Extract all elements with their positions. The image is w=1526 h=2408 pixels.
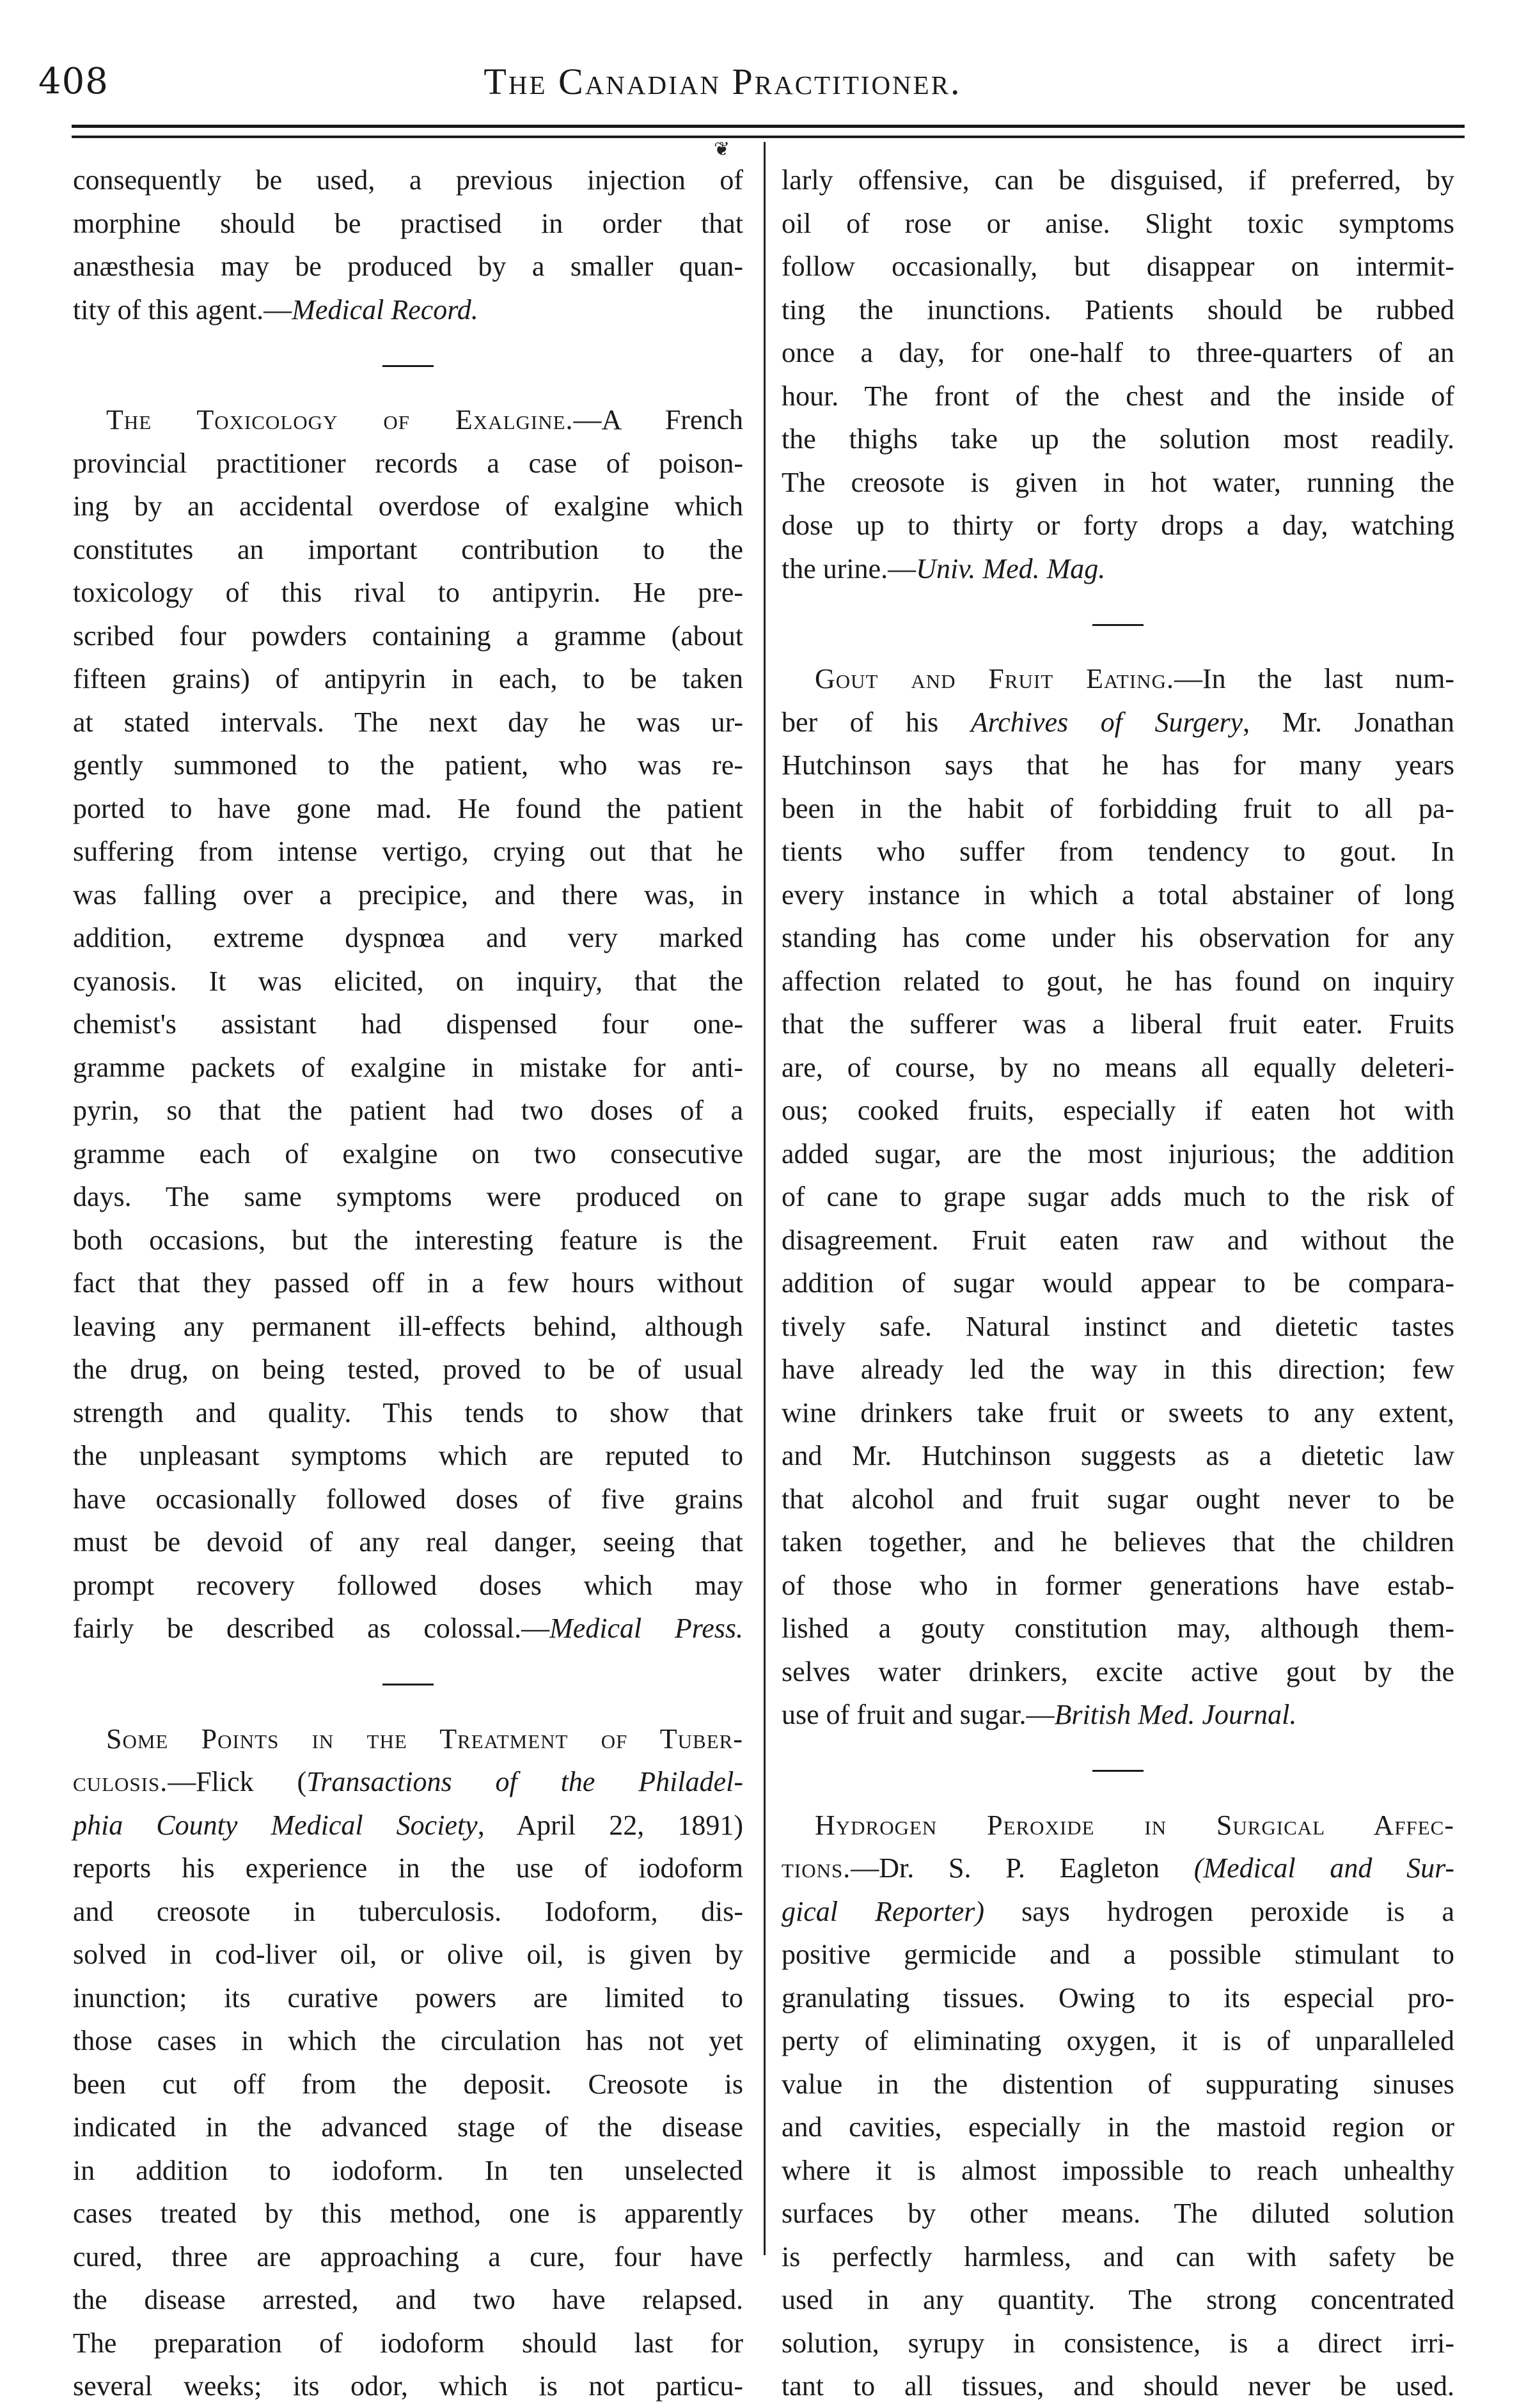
text-line: was falling over a precipice, and there was, in (73, 879, 743, 911)
text-line: every instance in which a total abstainer of long (782, 879, 1454, 911)
text-line: leaving any permanent ill-effects behind, although (73, 1310, 743, 1342)
text-line: selves water drinkers, excite active gout by the (782, 1655, 1454, 1687)
text-line: gently summoned to the patient, who was re- (73, 749, 743, 781)
article-title-cont: culosis. (73, 1766, 168, 1797)
text-line (782, 1847, 1454, 1890)
article-title: Some Points in the Treatment of Tuber- (106, 1723, 743, 1755)
text-line: Hutchinson says that he has for many years (782, 749, 1454, 781)
text-line: ing by an accidental overdose of exalgine which (73, 490, 743, 522)
left-continuation (73, 159, 743, 331)
text-span: —In the last num- (1174, 663, 1454, 694)
text-line: at stated intervals. The next day he was ur- (73, 706, 743, 738)
text-line (782, 547, 1454, 591)
article-peroxide (782, 1804, 1454, 2408)
text-line: anæsthesia may be produced by a smaller quan- (73, 251, 743, 282)
text-line: disagreement. Fruit eaten raw and without the (782, 1224, 1454, 1256)
source-citation: phia County Medical Society (73, 1809, 478, 1841)
article-title-cont: tions. (782, 1852, 851, 1884)
text-line: the thighs take up the solution most readily. (782, 423, 1454, 455)
text-line: been in the habit of forbidding fruit to all pa- (782, 792, 1454, 824)
text-line (782, 1693, 1454, 1737)
text-line: ported to have gone mad. He found the patient (73, 792, 743, 824)
text-line: follow occasionally, but disappear on intermit- (782, 251, 1454, 282)
text-span: , Mr. Jonathan (1243, 706, 1455, 738)
article-gout (782, 657, 1454, 1737)
text-line: gramme packets of exalgine in mistake for anti- (73, 1051, 743, 1083)
text-line (782, 701, 1454, 744)
text-line (73, 398, 743, 442)
source-citation: Archives of Surgery (970, 706, 1243, 738)
text-span: —A French (573, 404, 743, 435)
text-line: larly offensive, can be disguised, if preferred, by (782, 164, 1454, 196)
text-line: have occasionally followed doses of five grains (73, 1483, 743, 1515)
text-line: must be devoid of any real danger, seeing that (73, 1526, 743, 1558)
text-line: once a day, for one-half to three-quarters of an (782, 337, 1454, 368)
text-line (73, 1717, 743, 1761)
text-line: and Mr. Hutchinson suggests as a dietetic law (782, 1440, 1454, 1471)
text-span: —Dr. S. P. Eagleton (851, 1852, 1194, 1884)
source-citation: Medical Press. (549, 1613, 743, 1644)
text-line: standing has come under his observation for any (782, 922, 1454, 953)
text-line: addition, extreme dyspnœa and very marked (73, 922, 743, 953)
source-citation: Univ. Med. Mag. (916, 552, 1106, 584)
text-line: suffering from intense vertigo, crying out that he (73, 836, 743, 867)
text-span: —Flick ( (168, 1766, 307, 1797)
right-continuation (782, 159, 1454, 590)
text-line: gramme each of exalgine on two consecutive (73, 1138, 743, 1169)
text-line: ous; cooked fruits, especially if eaten hot with (782, 1095, 1454, 1126)
page-number: 408 (38, 61, 109, 102)
text-line: toxicology of this rival to antipyrin. He pre- (73, 577, 743, 608)
source-citation: British Med. Journal. (1054, 1699, 1297, 1730)
text-line: where it is almost impossible to reach unhealthy (782, 2154, 1454, 2186)
text-line: fact that they passed off in a few hours without (73, 1267, 743, 1299)
text-line: the disease arrested, and two have relapsed. (73, 2284, 743, 2315)
text-line: granulating tissues. Owing to its especial pro- (782, 1982, 1454, 2013)
text-line (73, 288, 743, 332)
text-line: chemist's assistant had dispensed four one- (73, 1008, 743, 1040)
source-citation: Medical Record. (292, 293, 478, 325)
text-line: tant to all tissues, and should never be used. (782, 2370, 1454, 2402)
text-line: tively safe. Natural instinct and dietetic tastes (782, 1310, 1454, 1342)
text-line: and creosote in tuberculosis. Iodoform, dis- (73, 1895, 743, 1927)
text-line: is perfectly harmless, and can with safety be (782, 2240, 1454, 2272)
text-line: the unpleasant symptoms which are reputed to (73, 1440, 743, 1471)
text-span: ber of his (782, 706, 971, 738)
text-line: added sugar, are the most injurious; the addition (782, 1138, 1454, 1169)
text-line: affection related to gout, he has found on inquiry (782, 965, 1454, 997)
text-line (73, 1804, 743, 1847)
text-span: use of fruit and sugar.— (782, 1699, 1055, 1730)
article-title: Gout and Fruit Eating. (815, 663, 1174, 694)
text-line: been cut off from the deposit. Creosote is (73, 2068, 743, 2100)
article-tuberculosis (73, 1717, 743, 2408)
article-title: Hydrogen Peroxide in Surgical Affec- (815, 1809, 1454, 1841)
text-line (73, 1760, 743, 1804)
article-title: The Toxicology of Exalgine. (106, 404, 574, 435)
text-line: days. The same symptoms were produced on (73, 1181, 743, 1212)
text-line: hour. The front of the chest and the inside of (782, 380, 1454, 412)
text-span: , April 22, 1891) (477, 1809, 743, 1841)
section-separator (782, 1737, 1454, 1804)
text-line: lished a gouty constitution may, although them- (782, 1613, 1454, 1644)
text-line: cured, three are approaching a cure, four have (73, 2240, 743, 2272)
text-line: used in any quantity. The strong concentrated (782, 2284, 1454, 2315)
text-line: fifteen grains) of antipyrin in each, to be taken (73, 663, 743, 694)
text-line: both occasions, but the interesting feature is the (73, 1224, 743, 1256)
source-citation: (Medical and Sur- (1193, 1852, 1454, 1884)
text-line: and cavities, especially in the mastoid region or (782, 2111, 1454, 2143)
text-span: says hydrogen peroxide is a (984, 1895, 1454, 1927)
text-line (73, 1607, 743, 1650)
column-divider (764, 142, 766, 2255)
text-line: cases treated by this method, one is apparently (73, 2198, 743, 2229)
text-line: that the sufferer was a liberal fruit eater. Fruits (782, 1008, 1454, 1040)
page-header (38, 56, 1488, 114)
left-column (73, 159, 743, 2408)
header-rule-top (72, 125, 1465, 128)
text-line: the drug, on being tested, proved to be of usual (73, 1354, 743, 1385)
text-line: The preparation of iodoform should last for (73, 2327, 743, 2359)
text-line: several weeks; its odor, which is not particu- (73, 2370, 743, 2402)
text-line: dose up to thirty or forty drops a day, watching (782, 510, 1454, 541)
text-line (782, 657, 1454, 701)
text-line: ting the inunctions. Patients should be rubbed (782, 293, 1454, 325)
text-line: provincial practitioner records a case of poison- (73, 447, 743, 479)
text-line: have already led the way in this direction; few (782, 1354, 1454, 1385)
text-line: surfaces by other means. The diluted solution (782, 2198, 1454, 2229)
text-span: fairly be described as colossal.— (73, 1613, 550, 1644)
text-span: the urine.— (782, 552, 916, 584)
text-line: oil of rose or anise. Slight toxic symptoms (782, 207, 1454, 239)
text-line: inunction; its curative powers are limited to (73, 1982, 743, 2013)
running-title: The Canadian Practitioner. (484, 61, 962, 102)
text-line: reports his experience in the use of iodoform (73, 1852, 743, 1884)
text-line: in addition to iodoform. In ten unselected (73, 2154, 743, 2186)
text-line: scribed four powders containing a gramme (about (73, 620, 743, 652)
text-line: value in the distention of suppurating sinuses (782, 2068, 1454, 2100)
article-exalgine (73, 398, 743, 1650)
section-separator (782, 590, 1454, 657)
text-line: indicated in the advanced stage of the disease (73, 2111, 743, 2143)
text-line: wine drinkers take fruit or sweets to any extent, (782, 1396, 1454, 1428)
text-line: those cases in which the circulation has not yet (73, 2025, 743, 2056)
text-line: perty of eliminating oxygen, it is of unparalleled (782, 2025, 1454, 2056)
source-citation: Transactions of the Philadel- (306, 1766, 743, 1797)
text-line: solved in cod-liver oil, or olive oil, is given by (73, 1939, 743, 1970)
text-line: consequently be used, a previous injection of (73, 164, 743, 196)
header-rule-bottom (72, 136, 1465, 138)
printer-ornament-icon: ❦ (714, 138, 730, 160)
text-line: solution, syrupy in consistence, is a direct irri- (782, 2327, 1454, 2359)
text-line: pyrin, so that the patient had two doses of a (73, 1095, 743, 1126)
right-column (782, 159, 1454, 2408)
text-line: The creosote is given in hot water, running the (782, 466, 1454, 498)
text-line: cyanosis. It was elicited, on inquiry, that the (73, 965, 743, 997)
text-line: of those who in former generations have estab- (782, 1569, 1454, 1601)
source-citation: gical Reporter) (782, 1895, 985, 1927)
text-line: constitutes an important contribution to the (73, 533, 743, 565)
text-line: strength and quality. This tends to show that (73, 1396, 743, 1428)
text-line: morphine should be practised in order that (73, 207, 743, 239)
text-line (782, 1890, 1454, 1934)
text-span: tity of this agent.— (73, 293, 292, 325)
section-separator (73, 1650, 743, 1717)
text-line: are, of course, by no means all equally deleteri- (782, 1051, 1454, 1083)
text-line: positive germicide and a possible stimulant to (782, 1939, 1454, 1970)
text-line (782, 1804, 1454, 1847)
section-separator (73, 331, 743, 398)
text-line: prompt recovery followed doses which may (73, 1569, 743, 1601)
text-line: taken together, and he believes that the children (782, 1526, 1454, 1558)
text-line: addition of sugar would appear to be compara- (782, 1267, 1454, 1299)
text-line: of cane to grape sugar adds much to the risk of (782, 1181, 1454, 1212)
text-line: tients who suffer from tendency to gout. In (782, 836, 1454, 867)
text-line: that alcohol and fruit sugar ought never to be (782, 1483, 1454, 1515)
